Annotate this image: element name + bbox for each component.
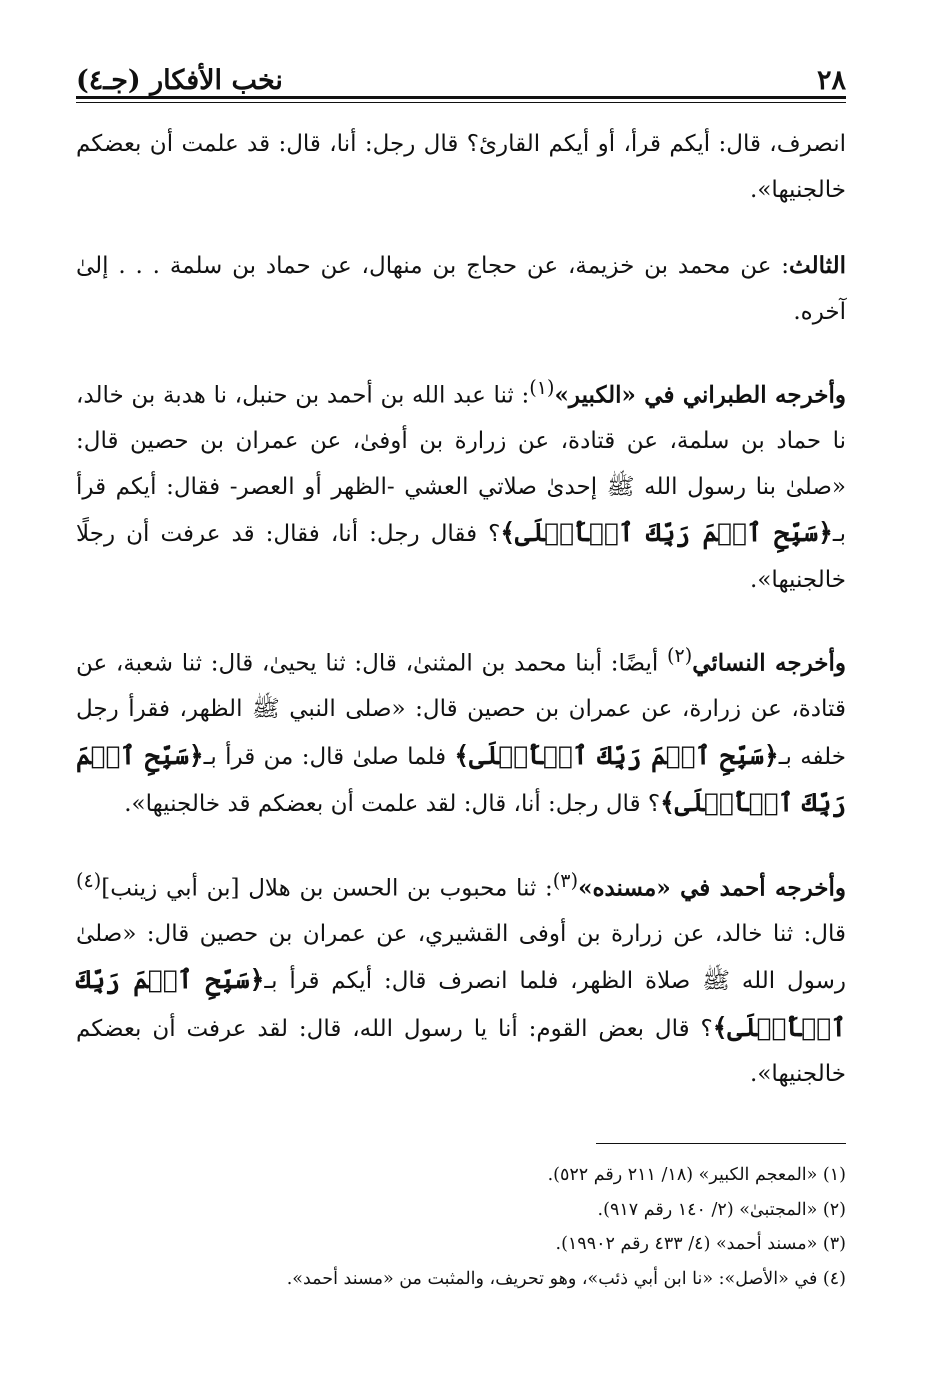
running-header xyxy=(76,52,846,94)
footnote-3: (٣) «مسند أحمد» (٤/ ٤٣٣ رقم ١٩٩٠٢). xyxy=(555,1234,846,1254)
paragraph-2 xyxy=(76,243,846,335)
header-rule-thin xyxy=(76,102,846,103)
footnote-ref[interactable]: (١) xyxy=(529,376,555,399)
paragraph-text: : ثنا عبد الله بن أحمد بن حنبل، نا هدبة بن خالد، نا حماد بن سلمة، عن قتادة، عن زرارة بن أوفىٰ، عن عمران بن حصين قال: «صلىٰ بنا رسول الله ﷺ إحدىٰ صلاتي العشي -الظهر أو العصر- فقال: أيكم قرأ بـ xyxy=(76,382,846,548)
quran-verse: ﴿سَبِّحِ ٱسۡمَ رَبِّكَ ٱلۡأَعۡلَى﴾ xyxy=(454,740,779,770)
paragraph-4 xyxy=(76,633,846,828)
footnote-ref[interactable]: (٤) xyxy=(76,868,102,892)
footnote-1: (١) «المعجم الكبير» (١٨/ ٢١١ رقم ٥٢٢). xyxy=(547,1165,846,1185)
paragraph-text: : عن محمد بن خزيمة، عن حجاج بن منهال، عن حماد بن سلمة . . . إلىٰ آخره. xyxy=(76,253,846,325)
paragraph-text: فلما صلىٰ قال: من قرأ بـ xyxy=(203,743,455,770)
paragraph-text: قال: ثنا خالد، عن زرارة بن أوفى القشيري، عن عمران بن حصين قال: «صلىٰ رسول الله ﷺ صلاة الظهر، فلما انصرف قال: أيكم قرأ بـ xyxy=(76,920,847,995)
paragraph-text: : ثنا محبوب بن الحسن بن هلال [بن أبي زينب] xyxy=(101,875,553,902)
quran-verse: ﴿سَبِّحِ ٱسۡمَ رَبِّكَ ٱلۡأَعۡلَى﴾ xyxy=(76,965,846,1042)
paragraph-text: ؟ فقال رجل: أنا، فقال: قد عرفت أن رجلًا خالجنيها». xyxy=(76,521,846,593)
paragraph-text: أيضًا: أبنا محمد بن المثنىٰ، قال: ثنا يحيىٰ، قال: ثنا شعبة، عن قتادة، عن زرارة، عن عمران بن حصين قال: «صلى النبي ﷺ الظهر، فقرأ رجل خلفه بـ xyxy=(76,650,846,770)
header-rule-thick xyxy=(76,96,846,99)
footnote-separator xyxy=(596,1143,846,1144)
paragraph-1 xyxy=(76,122,846,213)
paragraph-lead: وأخرجه الطبراني في «الكبير» xyxy=(554,381,847,409)
paragraph-text: انصرف، قال: أيكم قرأ، أو أيكم القارئ؟ قال رجل: أنا، قال: قد علمت أن بعضكم خالجنيها». xyxy=(76,131,846,203)
paragraph-5 xyxy=(76,858,846,1098)
footnote-2: (٢) «المجتبىٰ» (٢/ ١٤٠ رقم ٩١٧). xyxy=(597,1199,846,1220)
paragraph-text: ؟ قال رجل: أنا، قال: لقد علمت أن بعضكم قد خالجنيها». xyxy=(124,791,661,818)
footnotes xyxy=(76,1158,846,1296)
main-text xyxy=(76,122,846,1098)
paragraph-lead: وأخرجه النسائي xyxy=(692,649,847,677)
footnote-ref[interactable]: (٢) xyxy=(666,644,693,668)
quran-verse: ﴿سَبِّحِ ٱسۡمَ رَبِّكَ ٱلۡأَعۡلَى﴾ xyxy=(76,740,846,818)
paragraph-lead: الثالث xyxy=(789,252,846,279)
quran-verse: ﴿سَبِّحِ ٱسۡمَ رَبِّكَ ٱلۡأَعۡلَى﴾ xyxy=(500,518,833,548)
book-title: نخب الأفكار (جـ٤) xyxy=(76,65,283,96)
footnote-ref[interactable]: (٣) xyxy=(552,868,579,892)
paragraph-3 xyxy=(76,365,846,603)
page-number: ٢٨ xyxy=(816,65,846,96)
footnote-4: (٤) في «الأصل»: «نا ابن أبي ذئب»، وهو تحريف، والمثبت من «مسند أحمد». xyxy=(286,1268,846,1289)
paragraph-text: ؟ قال بعض القوم: أنا يا رسول الله، قال: لقد عرفت أن بعضكم خالجنيها». xyxy=(76,1015,846,1088)
paragraph-lead: وأخرجه أحمد في «مسنده» xyxy=(578,874,846,902)
